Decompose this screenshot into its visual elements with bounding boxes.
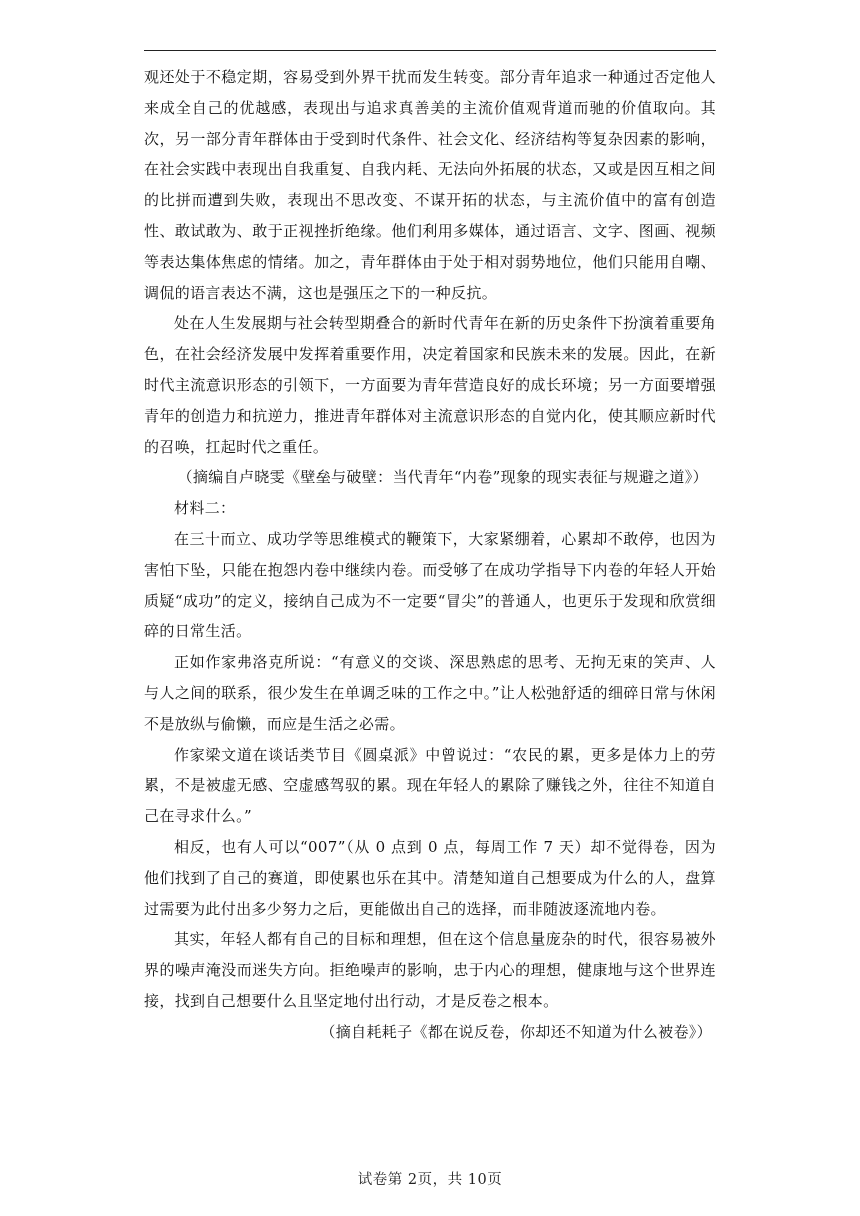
paragraph: 相反，也有人可以“007”（从 0 点到 0 点，每周工作 7 天）却不觉得卷，因为他们找到了自己的赛道，即使累也乐在其中。清楚知道自己想要成为什么的人，盘算过需要为此付出多少努力之后，更能做出自己的选择，而非随波逐流地内卷。 <box>144 837 716 918</box>
header-rule <box>144 50 716 51</box>
section-heading: 材料二： <box>174 499 236 518</box>
paragraph: 在三十而立、成功学等思维模式的鞭策下，大家紧绷着，心累却不敢停，也因为害怕下坠，只能在抱怨内卷中继续内卷。而受够了在成功学指导下内卷的年轻人开始质疑“成功”的定义，接纳自己成为不一定要“冒尖”的普通人，也更乐于发现和欣赏细碎的日常生活。 <box>144 529 716 641</box>
page-footer: 试卷第 2页，共 10页 <box>357 1172 503 1188</box>
paragraph: 其实，年轻人都有自己的目标和理想，但在这个信息量庞杂的时代，很容易被外界的噪声淹没而迷失方向。拒绝噪声的影响，忠于内心的理想，健康地与这个世界连接，找到自己想要什么且坚定地付出行动，才是反卷之根本。 <box>144 930 716 1010</box>
source-citation: （摘编自卢晓雯《壁垒与破壁：当代青年“内卷”现象的现实表征与规避之道》） <box>177 468 708 487</box>
paragraph: 处在人生发展期与社会转型期叠合的新时代青年在新的历史条件下扮演着重要角色，在社会经济发展中发挥着重要作用，决定着国家和民族未来的发展。因此，在新时代主流意识形态的引领下，一方面要为青年营造良好的成长环境；另一方面要增强青年的创造力和抗逆力，推进青年群体对主流意识形态的自觉内化，使其顺应新时代的召唤，扛起时代之重任。 <box>144 314 716 456</box>
paragraph: 正如作家弗洛克所说：“有意义的交谈、深思熟虑的思考、无拘无束的笑声、人与人之间的联系，很少发生在单调乏味的工作之中。”让人松弛舒适的细碎日常与休闲不是放纵与偷懒，而应是生活之必需。 <box>144 653 716 733</box>
source-citation: （摘自耗耗子《都在说反卷，你却还不知道为什么被卷》） <box>320 1022 712 1041</box>
paragraph-continued: 观还处于不稳定期，容易受到外界干扰而发生转变。部分青年追求一种通过否定他人来成全自己的优越感，表现出与追求真善美的主流价值观背道而驰的价值取向。其次，另一部分青年群体由于受到时代条件、社会文化、经济结构等复杂因素的影响，在社会实践中表现出自我重复、自我内耗、无法向外拓展的状态，又或是因互相之间的比拼而遭到失败，表现出不思改变、不谋开拓的状态，与主流价值中的富有创造性、敢试敢为、敢于正视挫折绝缘。他们利用多媒体，通过语言、文字、图画、视频等表达集体焦虑的情绪。加之，青年群体由于处于相对弱势地位，他们只能用自嘲、调侃的语言表达不满，这也是强压之下的一种反抗。 <box>144 68 716 302</box>
document-body <box>144 62 716 1048</box>
paragraph: 作家梁文道在谈话类节目《圆桌派》中曾说过：“农民的累，更多是体力上的劳累，不是被虚无感、空虚感驾驭的累。现在年轻人的累除了赚钱之外，往往不知道自己在寻求什么。” <box>144 745 716 826</box>
